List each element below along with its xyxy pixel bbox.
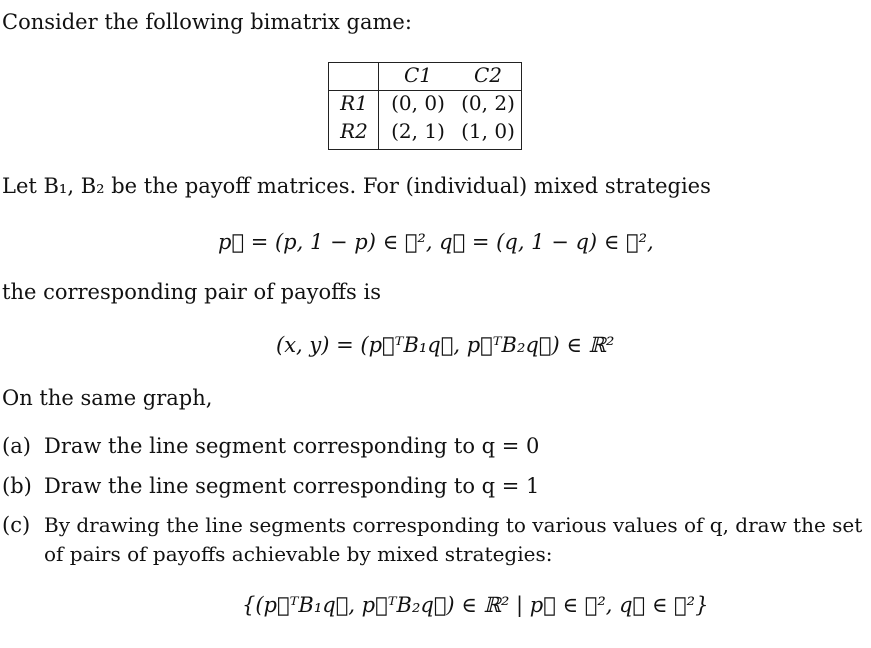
list-item-c-text-continued: of pairs of payoffs achievable by mixed strategies:	[44, 542, 553, 566]
table-divider-vertical	[378, 62, 379, 150]
row-header-r2: R2	[340, 119, 368, 143]
list-item-a-text: Draw the line segment corresponding to q = 0	[44, 434, 540, 458]
equation-payoff-set: {(p⃗ᵀB₁q⃗, p⃗ᵀB₂q⃗) ∈ ℝ² | p⃗ ∈ 𝒫², q⃗ ∈ 𝒫²}	[242, 593, 709, 617]
list-item-c-text: By drawing the line segments corresponding to various values of q, draw the set	[44, 513, 863, 537]
paragraph-same-graph: On the same graph,	[2, 386, 213, 410]
list-item-a-marker: (a)	[2, 434, 31, 458]
intro-text: Consider the following bimatrix game:	[2, 10, 412, 34]
col-header-c1: C1	[403, 63, 433, 87]
equation-mixed-strategies: p⃗ = (p, 1 − p) ∈ 𝒫², q⃗ = (q, 1 − q) ∈ 𝒫²,	[218, 230, 654, 254]
cell-r2-c1: (2, 1)	[391, 119, 445, 143]
cell-r1-c1: (0, 0)	[391, 91, 445, 115]
paragraph-payoff-pair: the corresponding pair of payoffs is	[2, 280, 381, 304]
equation-payoff-pair: (x, y) = (p⃗ᵀB₁q⃗, p⃗ᵀB₂q⃗) ∈ ℝ²	[276, 333, 615, 357]
list-item-b-text: Draw the line segment corresponding to q = 1	[44, 474, 540, 498]
list-item-c-marker: (c)	[2, 513, 31, 537]
col-header-c2: C2	[473, 63, 503, 87]
paragraph-payoff-matrices: Let B₁, B₂ be the payoff matrices. For (individual) mixed strategies	[2, 174, 711, 198]
cell-r1-c2: (0, 2)	[461, 91, 515, 115]
list-item-b-marker: (b)	[2, 474, 32, 498]
cell-r2-c2: (1, 0)	[461, 119, 515, 143]
row-header-r1: R1	[340, 91, 368, 115]
